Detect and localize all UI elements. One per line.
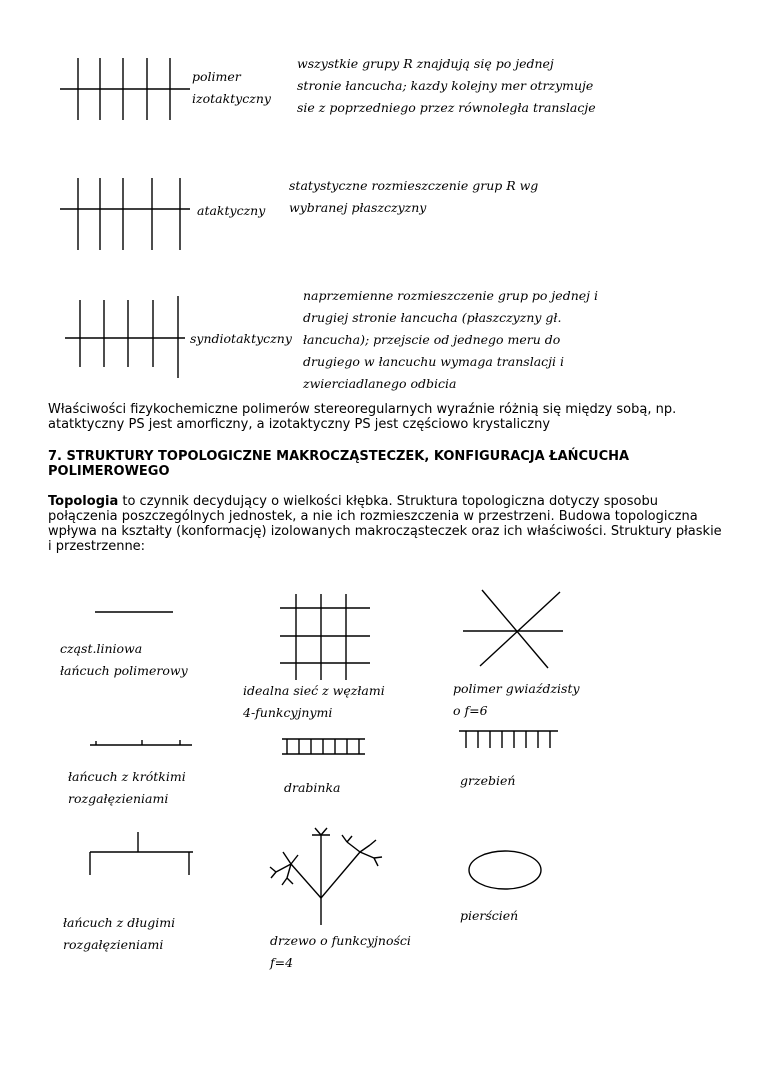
tree-label-line: f=4 bbox=[270, 955, 294, 970]
network-label bbox=[243, 680, 385, 724]
isotactic-diagram bbox=[60, 58, 190, 120]
network-label-line: 4-funkcyjnymi bbox=[243, 705, 333, 720]
syndiotactic-diagram bbox=[65, 296, 185, 378]
linear-label-line: łańcuch polimerowy bbox=[60, 663, 188, 678]
linear-label-line: cząst.liniowa bbox=[60, 641, 143, 656]
atactic-desc-line: wybranej płaszczyzny bbox=[289, 200, 427, 215]
atactic-description bbox=[289, 175, 538, 219]
star-label-line: polimer gwiaździsty bbox=[453, 681, 580, 696]
star-polymer-diagram bbox=[463, 590, 563, 668]
ring-diagram bbox=[469, 851, 541, 889]
star-polymer-label bbox=[453, 678, 580, 722]
ring-label-line: pierścień bbox=[460, 908, 519, 923]
topology-paragraph bbox=[48, 494, 728, 554]
isotactic-desc-line: sie z poprzedniego przez równoległa translacje bbox=[297, 100, 596, 115]
syndiotactic-desc-line: łancucha); przejscie od jednego meru do bbox=[303, 332, 561, 347]
comb-diagram bbox=[459, 731, 558, 748]
short-branched-diagram bbox=[90, 740, 192, 745]
syndiotactic-desc-line: drugiego w łancuchu wymaga translacji i bbox=[303, 354, 564, 369]
syndiotactic-desc-line: zwierciadlanego odbicia bbox=[303, 376, 457, 391]
long-branched-label-line: rozgałęzieniami bbox=[63, 937, 164, 952]
topology-term: Topologia bbox=[48, 494, 119, 509]
short-branched-label-line: łańcuch z krótkimi bbox=[68, 769, 186, 784]
ladder-label bbox=[284, 777, 341, 799]
linear-chain-label bbox=[60, 638, 188, 682]
tree-label bbox=[270, 930, 411, 974]
syndiotactic-desc-line: drugiej stronie łancucha (płaszczyzny gł. bbox=[303, 310, 562, 325]
ladder-diagram bbox=[282, 739, 365, 754]
atactic-diagram bbox=[60, 178, 190, 250]
section-heading: 7. STRUKTURY TOPOLOGICZNE MAKROCZĄSTECZEK, KONFIGURACJA ŁAŃCUCHA POLIMEROWEGO bbox=[48, 449, 630, 479]
atactic-label-line: ataktyczny bbox=[197, 203, 266, 218]
syndiotactic-label-line: syndiotaktyczny bbox=[190, 331, 292, 346]
isotactic-desc-line: wszystkie grupy R znajdują się po jednej bbox=[297, 56, 554, 71]
network-label-line: idealna sieć z węzłami bbox=[243, 683, 385, 698]
long-branched-label-line: łańcuch z długimi bbox=[63, 915, 176, 930]
atactic-desc-line: statystyczne rozmieszczenie grup R wg bbox=[289, 178, 539, 193]
ring-label bbox=[460, 905, 518, 927]
star-label-line: o f=6 bbox=[453, 703, 488, 718]
ladder-label-line: drabinka bbox=[284, 780, 341, 795]
stereoregular-properties-paragraph: Właściwości fizykochemiczne polimerów stereoregularnych wyraźnie różnią się między sobą, np. atatktyczny PS jest amorficzny, a izotaktyczny PS jest częściowo krystaliczny bbox=[48, 402, 677, 432]
long-branched-label bbox=[63, 912, 175, 956]
isotactic-label-line: polimer bbox=[192, 69, 241, 84]
short-branched-label bbox=[68, 766, 186, 810]
long-branched-diagram bbox=[90, 832, 193, 875]
comb-label-line: grzebień bbox=[460, 773, 516, 788]
syndiotactic-desc-line: naprzemienne rozmieszczenie grup po jednej i bbox=[303, 288, 598, 303]
isotactic-description bbox=[297, 53, 596, 119]
atactic-label bbox=[197, 200, 265, 222]
isotactic-label-line: izotaktyczny bbox=[192, 91, 271, 106]
network-diagram bbox=[280, 594, 370, 680]
syndiotactic-label bbox=[190, 328, 292, 350]
comb-label bbox=[460, 770, 515, 792]
syndiotactic-description bbox=[303, 285, 598, 395]
isotactic-label bbox=[192, 66, 271, 110]
tree-label-line: drzewo o funkcyjności bbox=[270, 933, 411, 948]
tree-diagram bbox=[270, 828, 382, 925]
isotactic-desc-line: stronie łancucha; kazdy kolejny mer otrzymuje bbox=[297, 78, 594, 93]
topology-text: to czynnik decydujący o wielkości kłębka. Struktura topologiczna dotyczy sposobu połączenia poszczególnych jednostek, a nie ich rozmieszczenia w przestrzeni. Budowa topologiczna wpływa na kształty (konformację) izolowanych makrocząsteczek oraz ich właściwości. Struktury płaskie i przestrzenne: bbox=[48, 494, 722, 554]
short-branched-label-line: rozgałęzieniami bbox=[68, 791, 169, 806]
